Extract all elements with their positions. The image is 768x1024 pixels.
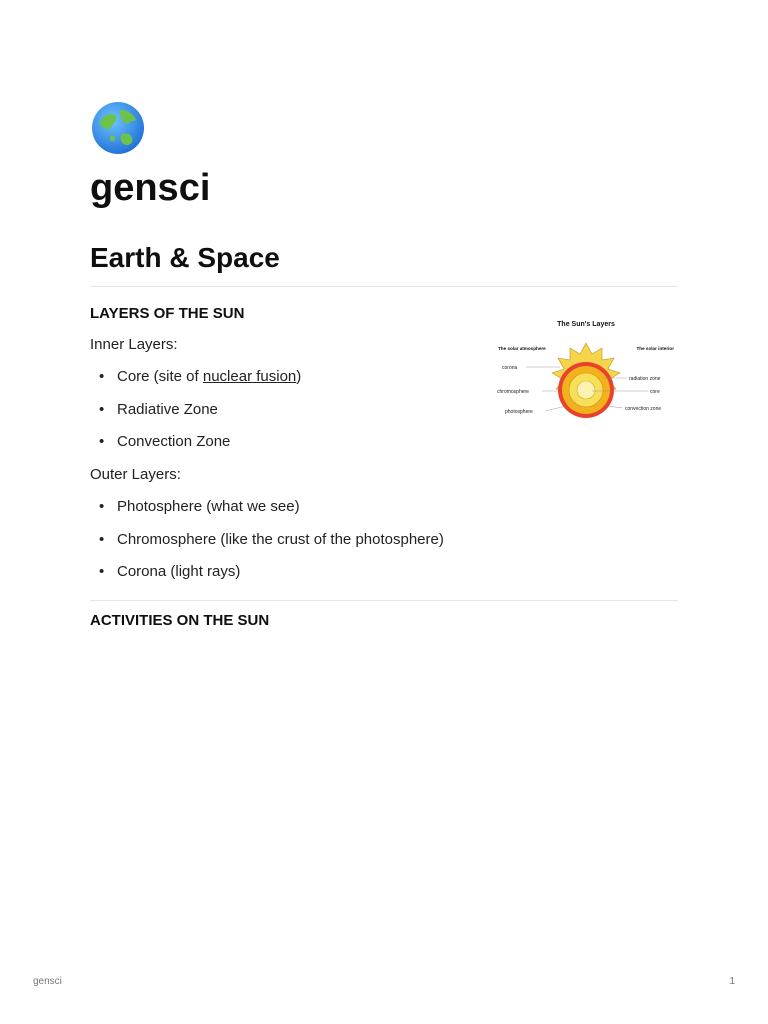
corona-label: corona: [502, 365, 518, 371]
section-heading: Earth & Space: [90, 242, 280, 273]
divider: [90, 286, 678, 287]
photosphere-label: photosphere: [505, 409, 533, 415]
nuclear-fusion-link[interactable]: nuclear fusion: [202, 368, 297, 385]
list-item: [90, 367, 470, 387]
inner-layers-list: [90, 367, 470, 465]
outer-layers-list: [90, 497, 470, 595]
list-item-text: ): [296, 368, 302, 385]
list-item-text: Photosphere (what we see): [117, 498, 300, 515]
earth-globe-icon: [90, 100, 146, 156]
list-item-text: Corona (light rays): [117, 563, 241, 580]
divider: [90, 600, 678, 601]
figure-title: The Sun's Layers: [557, 321, 615, 328]
footer-title: gensci: [33, 976, 62, 987]
sun-layers-diagram: [494, 314, 678, 442]
bullet-icon: •: [99, 433, 105, 450]
figure-left-header: The solar atmosphere: [498, 346, 546, 351]
core-circle: [577, 381, 595, 399]
page-title: gensci: [90, 167, 211, 209]
list-item: [90, 497, 470, 517]
list-item-text: Convection Zone: [117, 433, 231, 450]
list-item-text: Radiative Zone: [117, 400, 218, 418]
list-item-text: Chromosphere (like the crust of the photosphere): [117, 530, 444, 548]
activities-heading: ACTIVITIES ON THE SUN: [90, 612, 270, 629]
bullet-icon: •: [99, 498, 105, 515]
page-number: 1: [729, 976, 735, 987]
inner-layers-label: Inner Layers:: [90, 336, 178, 353]
list-item-text: Core (site of: [117, 368, 203, 385]
bullet-icon: •: [99, 400, 105, 418]
chromosphere-label: chromosphere: [497, 389, 529, 395]
figure-right-header: The solar interior: [636, 346, 674, 351]
core-label: core: [650, 389, 660, 395]
outer-layers-label: Outer Layers:: [90, 466, 181, 483]
list-item: [90, 432, 470, 452]
radiation-zone-label: radiation zone: [629, 376, 661, 382]
layers-heading: LAYERS OF THE SUN: [90, 305, 245, 322]
convection-zone-label: convection zone: [625, 406, 662, 412]
bullet-icon: •: [99, 368, 105, 385]
bullet-icon: •: [99, 530, 105, 548]
list-item: [90, 562, 470, 582]
bullet-icon: •: [99, 563, 105, 580]
list-item: [90, 530, 470, 550]
list-item: [90, 400, 470, 420]
